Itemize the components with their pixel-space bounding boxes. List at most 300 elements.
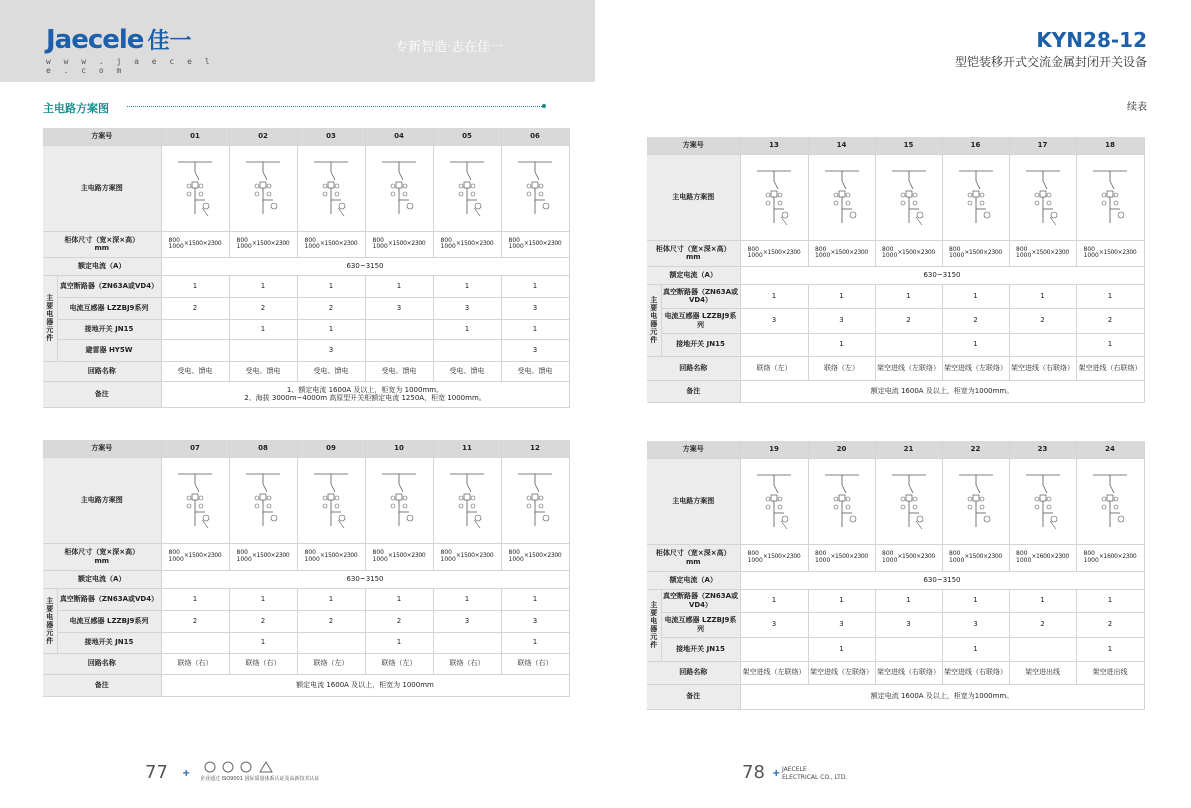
circuit-diagram-icon [953, 165, 999, 229]
circuit-name: 受电、馈电 [297, 361, 365, 381]
earthing-switch-qty [433, 632, 501, 653]
vcb-qty: 1 [1009, 284, 1076, 308]
cabinet-size [297, 543, 365, 570]
ct-qty: 2 [1009, 308, 1076, 333]
ct-label: 电流互感器 LZZBJ9系列 [661, 308, 740, 333]
size-label-text: 柜体尺寸（宽×深×高） [64, 235, 140, 244]
width-option-2: 1000 [949, 556, 965, 564]
width-option-1: 800 [168, 549, 180, 557]
main-components-label: 主要电器元件 [43, 588, 57, 653]
circuit-diagram [161, 457, 229, 543]
circuit-diagram [808, 154, 875, 240]
depth-height: ×1500×2300 [897, 248, 935, 256]
vcb-qty: 1 [740, 284, 808, 308]
certification-text: 企业通过 ISO9001 国际质量体系认证及高新技术认证 [200, 776, 320, 782]
circuit-diagram-icon [172, 468, 218, 532]
depth-height: ×1500×2300 [455, 552, 494, 560]
earthing-switch-qty: 1 [942, 637, 1009, 661]
circuit-diagram-icon [376, 156, 422, 220]
cabinet-size [229, 543, 297, 570]
plus-mark-right: + [772, 768, 781, 779]
page-number-left: 77 [145, 762, 168, 783]
current-label: 额定电流（A） [647, 571, 740, 589]
width-option-2: 1000 [304, 555, 320, 563]
width-option-1: 800 [440, 549, 452, 557]
size-label [647, 544, 740, 571]
width-option-1: 800 [949, 245, 961, 253]
width-option-2: 1000 [815, 556, 831, 564]
product-name: 型铠装移开式交流金属封闭开关设备 [954, 55, 1147, 69]
width-option-1: 800 [882, 550, 894, 558]
arrester-qty: 3 [501, 339, 569, 361]
cabinet-size [942, 544, 1009, 571]
diagram-label: 主电路方案图 [43, 457, 161, 543]
ct-qty: 3 [501, 610, 569, 632]
width-option-1: 800 [1016, 550, 1028, 558]
circuit-diagram [297, 145, 365, 231]
depth-height: ×1500×2300 [1031, 248, 1069, 256]
depth-height: ×1500×2300 [830, 553, 868, 561]
width-option-2: 1000 [508, 555, 524, 563]
size-label-text: 柜体尺寸（宽×深×高） [655, 549, 731, 558]
width-option-2: 1000 [882, 556, 898, 564]
circuit-diagram [875, 154, 942, 240]
scheme-no: 07 [161, 440, 229, 457]
scheme-no: 12 [501, 440, 569, 457]
circuit-name: 联络（右） [229, 653, 297, 674]
width-option-2: 1000 [1016, 556, 1032, 564]
circuit-diagram [501, 457, 569, 543]
width-option-1: 800 [747, 550, 759, 558]
ct-qty: 3 [942, 612, 1009, 637]
earthing-switch-qty [161, 632, 229, 653]
depth-height: ×1500×2300 [251, 239, 290, 247]
ct-qty: 2 [942, 308, 1009, 333]
size-unit: mm [94, 244, 110, 252]
vcb-qty: 1 [161, 588, 229, 610]
ct-label: 电流互感器 LZZBJ9系列 [57, 297, 161, 319]
circuit-diagram [942, 154, 1009, 240]
circuit-name: 联络（左） [740, 356, 808, 380]
vcb-qty: 1 [808, 589, 875, 612]
circuit-diagram-icon [444, 156, 490, 220]
website-url: w w w . j a e c e l e . c o m [46, 57, 214, 75]
cabinet-size [875, 240, 942, 266]
earthing-switch-qty [875, 333, 942, 356]
circuit-diagram [365, 457, 433, 543]
width-option-1: 800 [236, 549, 248, 557]
depth-height: ×1500×2300 [455, 239, 494, 247]
depth-height: ×1500×2300 [897, 553, 935, 561]
vcb-qty: 1 [229, 275, 297, 297]
size-label [43, 231, 161, 257]
width-option-1: 800 [815, 550, 827, 558]
circuit-name: 受电、馈电 [229, 361, 297, 381]
earthing-switch-qty [161, 319, 229, 339]
circuit-diagram-icon [751, 469, 797, 533]
scheme-no-label: 方案号 [647, 441, 740, 458]
circuit-name: 架空进线（左联络） [875, 356, 942, 380]
vcb-qty: 1 [1076, 589, 1144, 612]
scheme-no: 06 [501, 128, 569, 145]
rated-current: 630~3150 [740, 266, 1144, 284]
ct-qty: 2 [875, 308, 942, 333]
width-option-2: 1000 [747, 252, 763, 259]
ct-qty: 3 [501, 297, 569, 319]
circuit-name: 联络（左） [808, 356, 875, 380]
scheme-no: 21 [875, 441, 942, 458]
remark-label: 备注 [647, 684, 740, 709]
width-option-2: 1000 [236, 243, 252, 250]
circuit-diagram [1076, 154, 1144, 240]
scheme-no-label: 方案号 [647, 137, 740, 154]
circuit-diagram-icon [512, 468, 558, 532]
cabinet-size [229, 231, 297, 257]
vcb-qty: 1 [942, 284, 1009, 308]
circuit-name: 架空进线（左联络） [740, 661, 808, 684]
cabinet-size [1076, 544, 1144, 571]
vcb-qty: 1 [229, 588, 297, 610]
scheme-no: 03 [297, 128, 365, 145]
earthing-switch-qty [875, 637, 942, 661]
circuit-name: 架空进线（右联络） [1009, 356, 1076, 380]
circuit-diagram-icon [172, 156, 218, 220]
depth-height: ×1500×2300 [762, 553, 801, 561]
width-option-1: 800 [304, 236, 316, 244]
scheme-no: 01 [161, 128, 229, 145]
scheme-no: 14 [808, 137, 875, 154]
scheme-no: 23 [1009, 441, 1076, 458]
earthing-switch-qty: 1 [1076, 333, 1144, 356]
cabinet-size [161, 543, 229, 570]
width-option-2: 1000 [372, 243, 388, 250]
scheme-no: 13 [740, 137, 808, 154]
scheme-no-label: 方案号 [43, 128, 161, 145]
circuit-diagram-icon [444, 468, 490, 532]
current-label: 额定电流（A） [43, 570, 161, 588]
width-option-2: 1000 [440, 243, 456, 250]
scheme-no: 09 [297, 440, 365, 457]
earthing-switch-qty: 1 [942, 333, 1009, 356]
circuit-diagram [740, 458, 808, 544]
earthing-switch-qty: 1 [501, 632, 569, 653]
vcb-label: 真空断路器（ZN63A或VD4） [57, 588, 161, 610]
diagram-label: 主电路方案图 [43, 145, 161, 231]
scheme-no: 17 [1009, 137, 1076, 154]
depth-height: ×1500×2300 [964, 553, 1002, 561]
width-option-1: 800 [304, 549, 316, 557]
section-divider-dot [542, 104, 546, 108]
width-option-1: 800 [815, 245, 827, 253]
scheme-no: 16 [942, 137, 1009, 154]
ct-label: 电流互感器 LZZBJ9系列 [57, 610, 161, 632]
company-name [782, 766, 847, 782]
scheme-no: 11 [433, 440, 501, 457]
cabinet-size [365, 543, 433, 570]
width-option-2: 1000 [304, 243, 320, 250]
remark-label: 备注 [647, 380, 740, 402]
width-option-1: 800 [236, 236, 248, 244]
circuit-diagram [433, 457, 501, 543]
circuit-name: 受电、馈电 [365, 361, 433, 381]
circuit-name: 架空进出线 [1009, 661, 1076, 684]
circuit-name: 架空进线（右联络） [875, 661, 942, 684]
circuit-name: 联络（左） [365, 653, 433, 674]
width-option-2: 1000 [1016, 252, 1032, 259]
cabinet-size [740, 544, 808, 571]
width-option-1: 800 [1083, 550, 1095, 558]
circuit-diagram-icon [1020, 469, 1066, 533]
depth-height: ×1500×2300 [762, 248, 801, 256]
depth-height: ×1500×2300 [319, 552, 358, 560]
size-unit: mm [685, 253, 701, 261]
ct-qty: 2 [365, 610, 433, 632]
current-label: 额定电流（A） [43, 257, 161, 275]
vcb-qty: 1 [942, 589, 1009, 612]
main-components-label: 主要电器元件 [647, 589, 661, 661]
circuit-diagram [297, 457, 365, 543]
circuit-name: 联络（左） [297, 653, 365, 674]
section-title: 主电路方案图 [43, 102, 109, 115]
scheme-no: 22 [942, 441, 1009, 458]
vcb-qty: 1 [433, 275, 501, 297]
earthing-switch-qty [740, 637, 808, 661]
circuit-diagram-icon [751, 165, 797, 229]
circuit-diagram-icon [376, 468, 422, 532]
earthing-switch-qty: 1 [297, 319, 365, 339]
earthing-switch-qty [297, 632, 365, 653]
depth-height: ×1500×2300 [251, 552, 290, 560]
circuit-diagram [433, 145, 501, 231]
model-number: KYN28-12 [1036, 28, 1147, 52]
earthing-switch-qty [1009, 333, 1076, 356]
earthing-switch-label: 接地开关 JN15 [661, 333, 740, 356]
vcb-qty: 1 [808, 284, 875, 308]
circuit-diagram-icon [308, 468, 354, 532]
ct-qty: 3 [808, 308, 875, 333]
company-line-2: ELECTRICAL CO., LTD. [782, 773, 848, 781]
earthing-switch-qty: 1 [808, 637, 875, 661]
ct-qty: 2 [161, 610, 229, 632]
cabinet-size [1009, 544, 1076, 571]
main-components-label: 主要电器元件 [647, 284, 661, 356]
ct-qty: 2 [229, 610, 297, 632]
ct-qty: 2 [1076, 612, 1144, 637]
width-option-2: 1000 [1083, 252, 1099, 259]
t2-scheme-table [43, 440, 570, 697]
depth-height: ×1500×2300 [387, 239, 426, 247]
remark-text [161, 381, 569, 407]
ct-qty: 3 [433, 297, 501, 319]
ct-qty: 3 [808, 612, 875, 637]
rated-current: 630~3150 [161, 570, 569, 588]
main-components-label: 主要电器元件 [43, 275, 57, 361]
scheme-no: 19 [740, 441, 808, 458]
size-label [43, 543, 161, 570]
cabinet-size [433, 231, 501, 257]
circuit-name: 架空进线（左联络） [942, 356, 1009, 380]
earthing-switch-qty: 1 [229, 319, 297, 339]
ct-qty: 2 [297, 610, 365, 632]
vcb-label: 真空断路器（ZN63A或VD4） [661, 589, 740, 612]
circuit-diagram [740, 154, 808, 240]
ct-qty: 2 [229, 297, 297, 319]
width-option-2: 1000 [882, 252, 898, 259]
cabinet-size [808, 240, 875, 266]
ct-qty: 3 [740, 612, 808, 637]
circuit-diagram [161, 145, 229, 231]
earthing-switch-qty [1009, 637, 1076, 661]
t4-scheme-table [647, 441, 1145, 710]
circuit-diagram-icon [1087, 165, 1133, 229]
width-option-1: 800 [440, 236, 452, 244]
depth-height: ×1500×2300 [523, 239, 562, 247]
cabinet-size [501, 543, 569, 570]
scheme-no: 24 [1076, 441, 1144, 458]
earthing-switch-qty: 1 [1076, 637, 1144, 661]
vcb-qty: 1 [1076, 284, 1144, 308]
depth-height: ×1600×2300 [1031, 553, 1069, 561]
cabinet-size [161, 231, 229, 257]
section-divider [127, 106, 544, 107]
circuit-diagram [1009, 458, 1076, 544]
vcb-label: 真空断路器（ZN63A或VD4） [661, 284, 740, 308]
cabinet-size [808, 544, 875, 571]
width-option-2: 1000 [168, 555, 184, 563]
depth-height: ×1500×2300 [387, 552, 426, 560]
circuit-diagram-icon [819, 469, 865, 533]
width-option-1: 800 [168, 236, 180, 244]
size-label-text: 柜体尺寸（宽×深×高） [655, 244, 731, 253]
circuit-name: 架空进线（右联络） [1076, 356, 1144, 380]
width-option-2: 1000 [949, 252, 965, 259]
remark-text: 额定电流 1600A 及以上，柜宽为 1000mm [161, 674, 569, 696]
earthing-switch-qty: 1 [501, 319, 569, 339]
circuit-name: 联络（右） [161, 653, 229, 674]
scheme-no: 04 [365, 128, 433, 145]
cabinet-size [433, 543, 501, 570]
slogan: 专新智造·志在佳一 [395, 40, 504, 55]
rated-current: 630~3150 [740, 571, 1144, 589]
circuit-diagram-icon [1020, 165, 1066, 229]
width-option-2: 1000 [372, 555, 388, 563]
remark-text: 额定电流 1600A 及以上，柜宽为1000mm。 [740, 380, 1144, 402]
cabinet-size [297, 231, 365, 257]
ct-qty: 3 [740, 308, 808, 333]
circuit-diagram-icon [819, 165, 865, 229]
earthing-switch-label: 接地开关 JN15 [661, 637, 740, 661]
cabinet-size [942, 240, 1009, 266]
vcb-qty: 1 [161, 275, 229, 297]
scheme-no: 08 [229, 440, 297, 457]
earthing-switch-label: 接地开关 JN15 [57, 632, 161, 653]
depth-height: ×1500×2300 [319, 239, 358, 247]
vcb-qty: 1 [501, 588, 569, 610]
arrester-qty [365, 339, 433, 361]
circuit-diagram [229, 457, 297, 543]
width-option-1: 800 [372, 549, 384, 557]
scheme-no: 05 [433, 128, 501, 145]
plus-mark-left: + [182, 768, 191, 779]
vcb-qty: 1 [297, 588, 365, 610]
circuit-diagram-icon [308, 156, 354, 220]
diagram-label: 主电路方案图 [647, 154, 740, 240]
width-option-2: 1000 [815, 252, 831, 259]
ct-qty: 2 [1009, 612, 1076, 637]
circuit-name: 架空进线（左联络） [808, 661, 875, 684]
scheme-no: 15 [875, 137, 942, 154]
width-option-1: 800 [508, 549, 520, 557]
vcb-qty: 1 [740, 589, 808, 612]
depth-height: ×1500×2300 [1098, 248, 1137, 256]
ct-qty: 3 [365, 297, 433, 319]
circuit-diagram [875, 458, 942, 544]
vcb-qty: 1 [875, 284, 942, 308]
circuit-diagram-icon [240, 156, 286, 220]
circuit-name: 联络（右） [433, 653, 501, 674]
vcb-qty: 1 [365, 275, 433, 297]
ct-qty: 2 [1076, 308, 1144, 333]
width-option-1: 800 [1016, 245, 1028, 253]
circuit-diagram-icon [1087, 469, 1133, 533]
vcb-qty: 1 [1009, 589, 1076, 612]
earthing-switch-label: 接地开关 JN15 [57, 319, 161, 339]
ct-qty: 2 [297, 297, 365, 319]
diagram-label: 主电路方案图 [647, 458, 740, 544]
vcb-label: 真空断路器（ZN63A或VD4） [57, 275, 161, 297]
circuit-diagram [942, 458, 1009, 544]
earthing-switch-qty: 1 [808, 333, 875, 356]
circuit-name: 受电、馈电 [433, 361, 501, 381]
arrester-qty [433, 339, 501, 361]
circuit-name-label: 回路名称 [43, 361, 161, 381]
scheme-no: 10 [365, 440, 433, 457]
logo-text: Jaecele [46, 25, 144, 55]
circuit-name: 架空进出线 [1076, 661, 1144, 684]
width-option-2: 1000 [1083, 556, 1099, 564]
ct-qty: 3 [875, 612, 942, 637]
circuit-diagram [501, 145, 569, 231]
width-option-2: 1000 [747, 556, 763, 564]
arrester-qty [161, 339, 229, 361]
vcb-qty: 1 [433, 588, 501, 610]
circuit-diagram-icon [240, 468, 286, 532]
circuit-diagram [229, 145, 297, 231]
earthing-switch-qty [365, 319, 433, 339]
current-label: 额定电流（A） [647, 266, 740, 284]
circuit-diagram [1076, 458, 1144, 544]
scheme-no: 18 [1076, 137, 1144, 154]
circuit-diagram [1009, 154, 1076, 240]
logo-cn: 佳一 [147, 29, 192, 54]
depth-height: ×1500×2300 [183, 552, 222, 560]
width-option-2: 1000 [236, 555, 252, 563]
circuit-diagram [365, 145, 433, 231]
size-label [647, 240, 740, 266]
cabinet-size [1009, 240, 1076, 266]
circuit-name: 受电、馈电 [501, 361, 569, 381]
size-label-text: 柜体尺寸（宽×深×高） [64, 548, 140, 557]
width-option-1: 800 [508, 236, 520, 244]
remark-line-1: 1、额定电流 1600A 及以上，柜宽为 1000mm。 [286, 385, 444, 394]
remark-text: 额定电流 1600A 及以上，柜宽为1000mm。 [740, 684, 1144, 709]
width-option-1: 800 [372, 236, 384, 244]
scheme-no-label: 方案号 [43, 440, 161, 457]
ct-label: 电流互感器 LZZBJ9系列 [661, 612, 740, 637]
earthing-switch-qty [740, 333, 808, 356]
size-unit: mm [685, 557, 701, 566]
remark-label: 备注 [43, 674, 161, 696]
